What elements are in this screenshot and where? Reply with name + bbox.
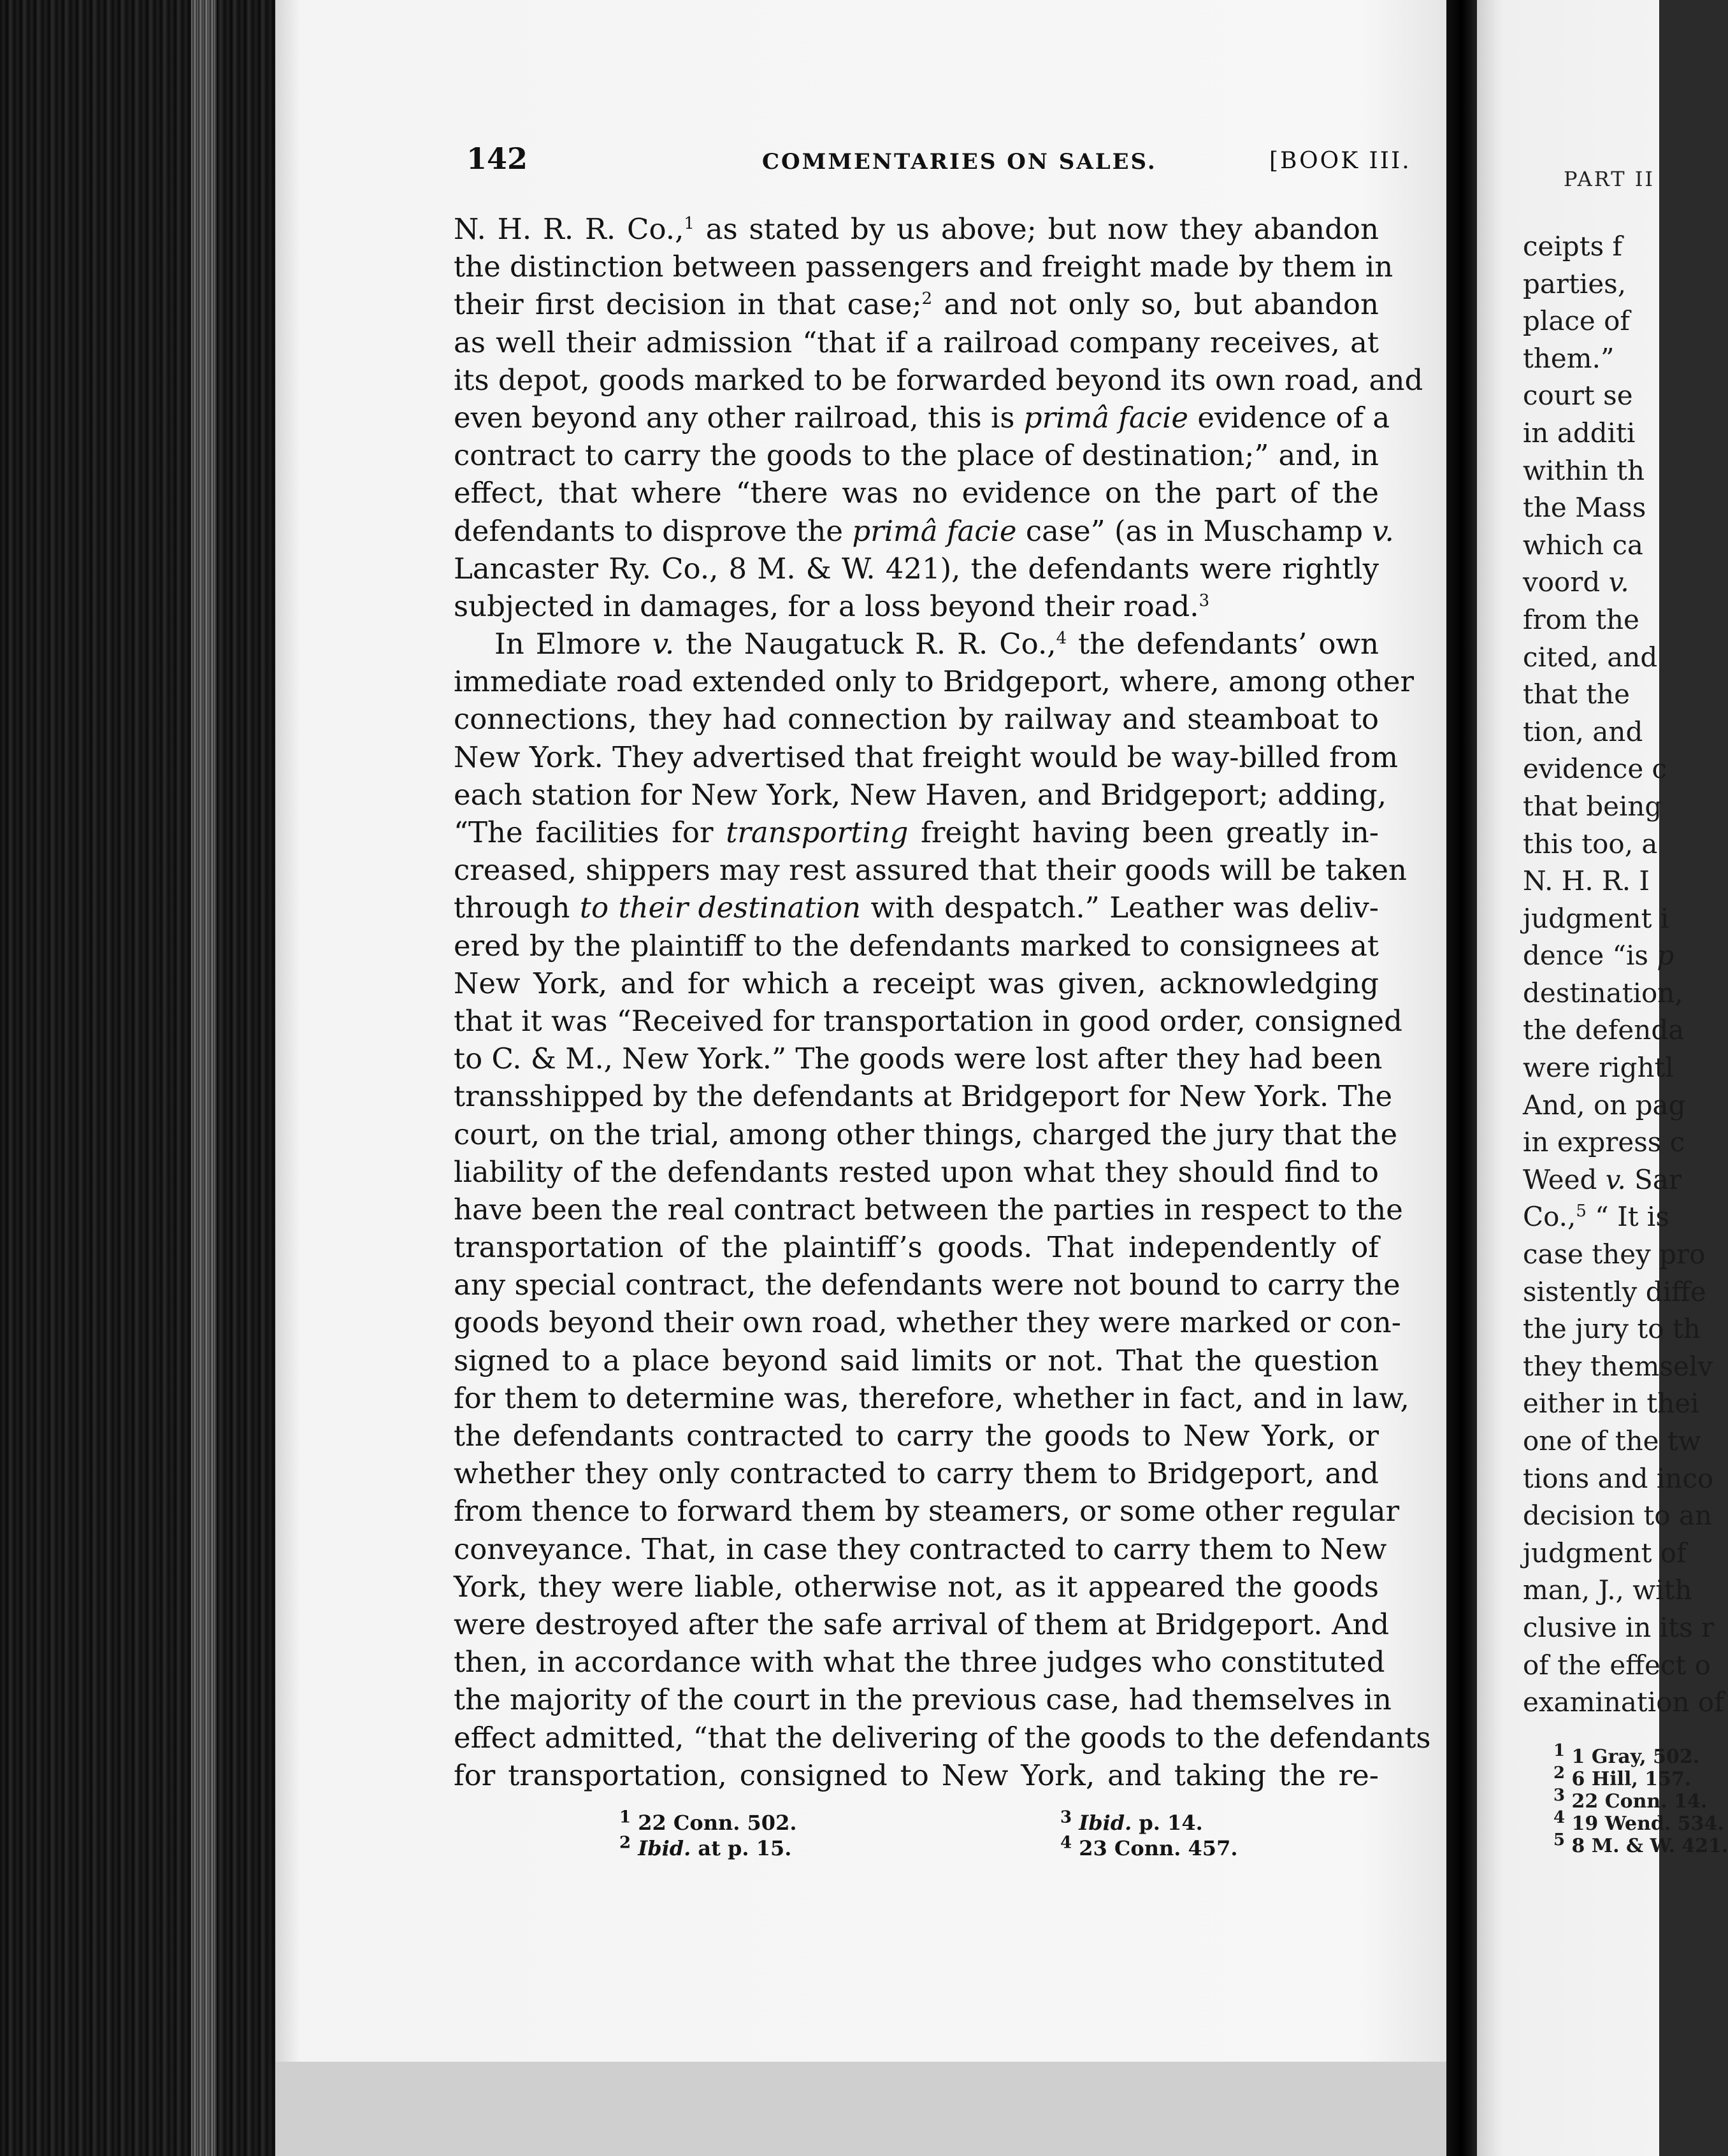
facing-page-line: judgment i — [1523, 902, 1669, 934]
facing-page-line: voord v. — [1523, 566, 1629, 598]
body-line: transshipped by the defendants at Bridgeport for New York. The — [454, 1079, 1393, 1114]
body-line: that it was “Received for transportation in good order, consigned — [454, 1003, 1402, 1038]
body-line: subjected in damages, for a loss beyond their road.$^3$ — [454, 589, 1210, 623]
facing-page-line: And, on pag — [1523, 1089, 1686, 1121]
facing-page-footnote: $^3$ 22 Conn. 14. — [1553, 1786, 1708, 1813]
facing-page-line: evidence c — [1523, 753, 1667, 785]
facing-page-line: the Mass — [1523, 492, 1646, 524]
facing-page-line: court se — [1523, 380, 1633, 412]
body-line: effect, that where “there was no evidence on the part of the — [454, 476, 1379, 510]
body-line: the defendants contracted to carry the goods to New York, or — [454, 1419, 1379, 1453]
body-line: their first decision in that case;$^2$ and not only so, but abandon — [454, 287, 1379, 322]
facing-page-line: N. H. R. I — [1523, 865, 1650, 897]
footnote-2: $^2$ Ibid. at p. 15. — [619, 1833, 792, 1860]
body-line: “The facilities for transporting freight having been greatly in- — [454, 816, 1379, 849]
body-line: creased, shippers may rest assured that their goods will be taken — [454, 853, 1407, 888]
body-line: through to their destination with despatch.” Leather was deliv- — [454, 891, 1379, 925]
footnote-3-text: Ibid. p. 14. — [1079, 1811, 1203, 1835]
book-gutter — [1446, 0, 1477, 2156]
footnote-1-text: 22 Conn. 502. — [638, 1811, 797, 1835]
facing-page-line: from the — [1523, 603, 1639, 635]
body-line: have been the real contract between the parties in respect to the — [454, 1192, 1403, 1226]
facing-page-line: sistently diffe — [1523, 1276, 1706, 1307]
body-line: for them to determine was, therefore, whether in fact, and in law, — [454, 1381, 1409, 1415]
facing-page-line: that being — [1523, 790, 1662, 822]
facing-page-line: parties, — [1523, 268, 1627, 299]
footnote-4-text: 23 Conn. 457. — [1079, 1836, 1238, 1860]
book-page-142 — [275, 0, 1446, 2062]
body-line: conveyance. That, in case they contracted to carry them to New — [454, 1532, 1387, 1566]
facing-page-line: tion, and — [1523, 715, 1643, 747]
page-edges — [191, 0, 217, 2156]
facing-page-line: either in thei — [1523, 1388, 1699, 1419]
body-line: contract to carry the goods to the place of destination;” and, in — [454, 438, 1379, 473]
facing-page-line: Co.,$^5$ “ It is — [1523, 1201, 1669, 1233]
body-line: to C. & M., New York.” The goods were lost after they had been — [454, 1042, 1383, 1076]
body-line: as well their admission “that if a railroad company receives, at — [454, 325, 1379, 359]
facing-page-line: place of — [1523, 305, 1630, 337]
facing-page-line: the jury to th — [1523, 1313, 1701, 1345]
facing-page-line: were rightl — [1523, 1052, 1674, 1084]
body-line: effect admitted, “that the delivering of the goods to the defendants — [454, 1720, 1431, 1755]
facing-page-line: of the effect o — [1523, 1649, 1711, 1681]
facing-page-line: destination, — [1523, 977, 1683, 1009]
body-line: connections, they had connection by railway and steamboat to — [454, 702, 1379, 737]
facing-page-footnote: $^1$ 1 Gray, 502. — [1553, 1741, 1700, 1768]
facing-page-header: PART II — [1564, 167, 1655, 191]
footnote-1: $^1$ 22 Conn. 502. — [619, 1807, 797, 1835]
facing-page-line: they themselv — [1523, 1350, 1713, 1382]
facing-page-line: examination of — [1523, 1686, 1724, 1718]
body-line: transportation of the plaintiff’s goods. That independently of — [454, 1230, 1379, 1265]
facing-page-line: Weed v. Sar — [1523, 1163, 1682, 1195]
facing-page-footnotes — [1553, 1741, 1728, 1857]
facing-page-footnote: $^2$ 6 Hill, 157. — [1553, 1764, 1692, 1790]
body-line: ered by the plaintiff to the defendants marked to consignees at — [454, 928, 1379, 963]
body-line: defendants to disprove the primâ facie case” (as in Muschamp v. — [454, 514, 1394, 548]
body-line: New York, and for which a receipt was given, acknowledging — [454, 966, 1379, 1000]
facing-page-line: one of the tw — [1523, 1425, 1701, 1456]
facing-page-line: this too, a — [1523, 828, 1658, 859]
book-binding-edge — [0, 0, 280, 2156]
body-line: its depot, goods marked to be forwarded beyond its own road, and — [454, 363, 1423, 397]
facing-page-line: tions and inco — [1523, 1462, 1714, 1494]
body-line: N. H. R. R. Co.,$^1$ as stated by us above; but now they abandon — [454, 212, 1379, 246]
body-line: signed to a place beyond said limits or not. That the question — [454, 1343, 1379, 1377]
body-line: In Elmore v. the Naugatuck R. R. Co.,$^4$ the defendants’ own — [494, 627, 1379, 661]
body-line: Lancaster Ry. Co., 8 M. & W. 421), the defendants were rightly — [454, 551, 1379, 586]
body-line: the distinction between passengers and freight made by them in — [454, 250, 1393, 284]
facing-page-footnote: $^5$ 8 M. & W. 421. — [1553, 1830, 1728, 1857]
body-line: were destroyed after the safe arrival of them at Bridgeport. And — [454, 1607, 1390, 1641]
body-line: the majority of the court in the previous case, had themselves in — [454, 1683, 1392, 1717]
facing-page-line: which ca — [1523, 529, 1643, 561]
body-line: whether they only contracted to carry them to Bridgeport, and — [454, 1456, 1379, 1491]
body-line: even beyond any other railroad, this is primâ facie evidence of a — [454, 400, 1390, 435]
page-header — [275, 141, 1446, 186]
facing-page-line: in additi — [1523, 417, 1636, 449]
footnote-2-text: Ibid. at p. 15. — [638, 1836, 792, 1860]
body-text — [454, 210, 1431, 1794]
footnote-3: $^3$ Ibid. p. 14. — [1060, 1807, 1203, 1835]
facing-page-line: in express c — [1523, 1126, 1685, 1158]
page-number: 142 — [466, 141, 528, 176]
body-line: goods beyond their own road, whether they were marked or con- — [454, 1305, 1401, 1340]
body-line: court, on the trial, among other things, charged the jury that the — [454, 1117, 1398, 1151]
book-label: [BOOK III. — [1269, 148, 1411, 174]
facing-page-line: the defenda — [1523, 1014, 1685, 1046]
body-line: any special contract, the defendants were not bound to carry the — [454, 1268, 1400, 1302]
facing-page-line: dence “is p — [1523, 940, 1674, 972]
body-line: immediate road extended only to Bridgeport, where, among other — [454, 665, 1415, 699]
facing-page-line: them.” — [1523, 342, 1615, 374]
facing-page-line: case they pro — [1523, 1239, 1706, 1270]
facing-page-line: clusive in its r — [1523, 1611, 1715, 1643]
page-bottom-margin — [275, 2062, 1446, 2156]
running-title: COMMENTARIES ON SALES. — [762, 149, 1157, 175]
body-line: each station for New York, New Haven, and Bridgeport; adding, — [454, 777, 1387, 812]
facing-page-line: cited, and — [1523, 641, 1658, 673]
body-line: York, they were liable, otherwise not, as it appeared the goods — [454, 1569, 1379, 1604]
facing-page — [1477, 0, 1728, 2156]
facing-page-line: that the — [1523, 679, 1630, 710]
facing-page-line: man, J., with — [1523, 1574, 1692, 1606]
footnote-4: $^4$ 23 Conn. 457. — [1060, 1833, 1238, 1860]
facing-page-line: decision to an — [1523, 1500, 1712, 1532]
facing-page-line: judgment of — [1523, 1537, 1687, 1569]
facing-page-line: within th — [1523, 454, 1645, 486]
body-line: New York. They advertised that freight would be way-billed from — [454, 740, 1399, 774]
facing-page-line: ceipts f — [1523, 231, 1623, 262]
facing-page-footnote: $^4$ 19 Wend. 534. — [1553, 1808, 1724, 1835]
body-line: then, in accordance with what the three judges who constituted — [454, 1645, 1385, 1679]
facing-page-text — [1523, 228, 1724, 1721]
body-line: liability of the defendants rested upon what they should find to — [454, 1154, 1379, 1189]
body-line: for transportation, consigned to New York, and taking the re- — [454, 1758, 1379, 1792]
body-line: from thence to forward them by steamers, or some other regular — [454, 1494, 1400, 1528]
